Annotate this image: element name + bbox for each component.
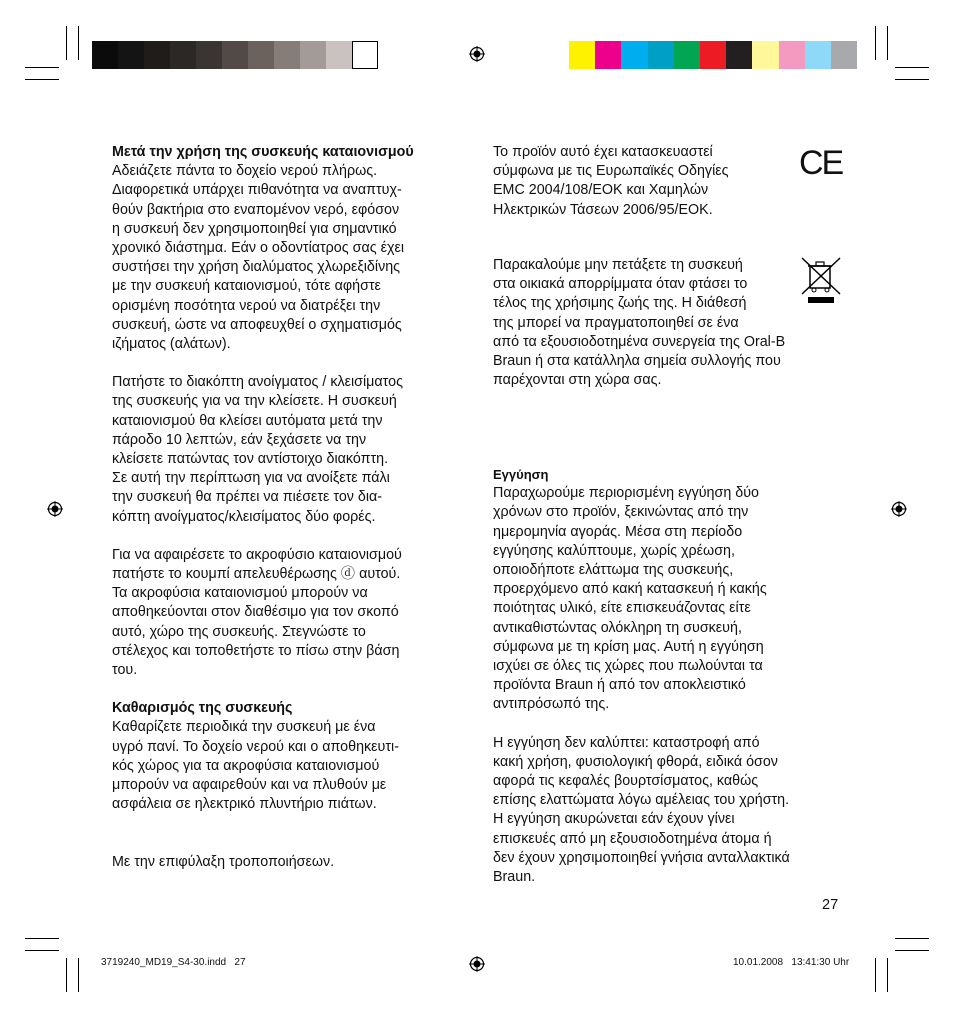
- color-swatch: [274, 41, 300, 69]
- color-swatch: [752, 41, 778, 69]
- color-swatch: [92, 41, 118, 69]
- slug-date-info: 10.01.2008 13:41:30 Uhr: [733, 957, 850, 968]
- section-heading: Εγγύηση: [493, 467, 549, 482]
- color-swatch: [648, 41, 674, 69]
- crop-mark: [78, 26, 79, 60]
- ce-compliance-text: Το προϊόν αυτό έχει κατασκευαστεί σύμφωνα με τις Ευρωπαϊκές Οδηγίες EMC 2004/108/ΕΟΚ και Χαμηλών Ηλεκτρικών Τάσεων 2006/95/ΕΟΚ.: [493, 144, 729, 218]
- paragraph: Η εγγύηση δεν καλύπτει: καταστροφή από κακή χρήση, φυσιολογική φθορά, ειδικά όσον αφορά τις κεφαλές βουρτσίσματος, καθώς επίσης ελαττώματα λόγω αμέλειας του χρήστη. Η εγγύηση ακυρώνεται εάν έχουν γίνει επισκευές από μη εξουσιοδοτημένα άτομα ή δεν έχουν χρησιμοποιηθεί γνήσια ανταλλακτικά Braun.: [493, 734, 790, 886]
- color-swatch: [352, 41, 378, 69]
- crop-mark: [78, 958, 79, 992]
- crop-mark: [25, 67, 59, 68]
- crop-mark: [25, 79, 59, 80]
- crop-mark: [895, 938, 929, 939]
- section-heading: Καθαρισμός της συσκευής: [112, 700, 293, 717]
- color-swatch: [170, 41, 196, 69]
- slug-file-info: 3719240_MD19_S4-30.indd 27: [101, 957, 246, 968]
- crossed-out-bin-icon: [800, 256, 842, 304]
- paragraph: Αδειάζετε πάντα το δοχείο νερού πλήρως. Διαφορετικά υπάρχει πιθανότητα να αναπτυχ- θούν βακτήρια στο εναπομένον νερό, εφόσον η συσκευή δεν χρησιμοποιηθεί για σημαντικό χρονικό διάστημα. Εάν ο οδοντίατρος σας έχει συστήσει την χρήση διαλύματος χλωρεξιδίνης με την συσκευή καταιονισμού, τότε αφήστε ορισμένη ποσότητα νερού να διατρέξει την συσκευή, ώστε να αποφευχθεί ο σχηματισμός ιζήματος (αλάτων).: [112, 163, 404, 353]
- color-swatch: [144, 41, 170, 69]
- crop-mark: [66, 26, 67, 60]
- color-swatch: [831, 41, 857, 69]
- color-swatch: [222, 41, 248, 69]
- paragraph: Παραχωρούμε περιορισμένη εγγύηση δύο χρόνων στο προϊόν, ξεκινώντας από την ημερομηνία αγοράς. Μέσα στη περίοδο εγγύησης καλύπτουμε, χωρίς χρέωση, οποιοδήποτε ελάττωμα της συσκευής, προερχόμενο από κακή κατασκευή ή κακής ποιότητας υλικό, είτε επισκευάζοντας είτε αντικαθιστώντας ολόκληρη τη συσκευή, σύμφωνα με τη κρίση μας. Αυτή η εγγύηση ισχύει σε όλες τις χώρες που πωλούνται τα προϊόντα Braun ή από τον αποκλειστικό αντιπρόσωπό της.: [493, 485, 767, 713]
- registration-mark-icon: [469, 956, 485, 972]
- page-number: 27: [822, 897, 839, 913]
- crop-mark: [887, 958, 888, 992]
- crop-mark: [25, 938, 59, 939]
- color-swatch: [196, 41, 222, 69]
- registration-mark-icon: [47, 501, 63, 517]
- paragraph: Καθαρίζετε περιοδικά την συσκευή με ένα υγρό πανί. Το δοχείο νερού και ο αποθηκευτι- κός χώρος για τα ακροφύσια καταιονισμού μπορούν να αφαιρεθούν και να πλυθούν με ασφάλεια σε ηλεκτρικό πλυντήριο πιάτων.: [112, 719, 399, 813]
- paragraph: Για να αφαιρέσετε το ακροφύσιο καταιονισμού πατήστε το κουμπί απελευθέρωσης ⓓ αυτού. Τα ακροφύσια καταιονισμού μπορούν να αποθηκεύονται στον διαθέσιμο για τον σκοπό αυτό, χώρο της συσκευής. Στεγνώστε το στέλεχος και τοποθετήστε το πίσω στην βάση του.: [112, 546, 402, 679]
- color-swatch: [779, 41, 805, 69]
- color-swatch: [326, 41, 352, 69]
- crop-mark: [875, 958, 876, 992]
- color-swatch: [700, 41, 726, 69]
- color-swatch: [674, 41, 700, 69]
- crop-mark: [66, 958, 67, 992]
- warranty-section: [493, 465, 853, 887]
- crop-mark: [895, 950, 929, 951]
- paragraph: Πατήστε το διακόπτη ανοίγματος / κλεισίματος της συσκευής για να την κλείσετε. Η συσκευή καταιονισμού θα κλείσει αυτόματα μετά την πάροδο 10 λεπτών, εάν ξεχάσετε να την κλείσετε πατώντας τον αντίστοιχο διακόπτη. Σε αυτή την περίπτωση για να ανοίξετε πάλι την συσκευή θα πρέπει να πιέσετε τον δια- κόπτη ανοίγματος/κλεισίματος δύο φορές.: [112, 374, 403, 525]
- color-swatch: [621, 41, 647, 69]
- color-swatch: [248, 41, 274, 69]
- color-swatch: [805, 41, 831, 69]
- registration-mark-icon: [469, 46, 485, 62]
- color-swatch: [300, 41, 326, 69]
- ce-mark-icon: CE: [799, 144, 843, 182]
- color-swatch: [726, 41, 752, 69]
- crop-mark: [895, 79, 929, 80]
- registration-mark-icon: [891, 501, 907, 517]
- section-heading: Μετά την χρήση της συσκευής καταιονισμού: [112, 144, 414, 160]
- disposal-text: Παρακαλούμε μην πετάξετε τη συσκευή στα οικιακά απορρίμματα όταν φτάσει το τέλος της χρήσιμης ζωής της. Η διάθεσή της μπορεί να πραγματοποιηθεί σε ένα από τα εξουσιοδοτημένα συνεργεία της Oral-B Braun ή στα κατάλληλα σημεία συλλογής που παρέχονται στη χώρα σας.: [493, 257, 786, 389]
- crop-mark: [875, 26, 876, 60]
- crop-mark: [887, 26, 888, 60]
- paragraph: Με την επιφύλαξη τροποποιήσεων.: [112, 853, 335, 870]
- color-swatch: [118, 41, 144, 69]
- left-column: [112, 143, 472, 872]
- color-swatch: [569, 41, 595, 69]
- color-swatch: [595, 41, 621, 69]
- crop-mark: [895, 67, 929, 68]
- crop-mark: [25, 950, 59, 951]
